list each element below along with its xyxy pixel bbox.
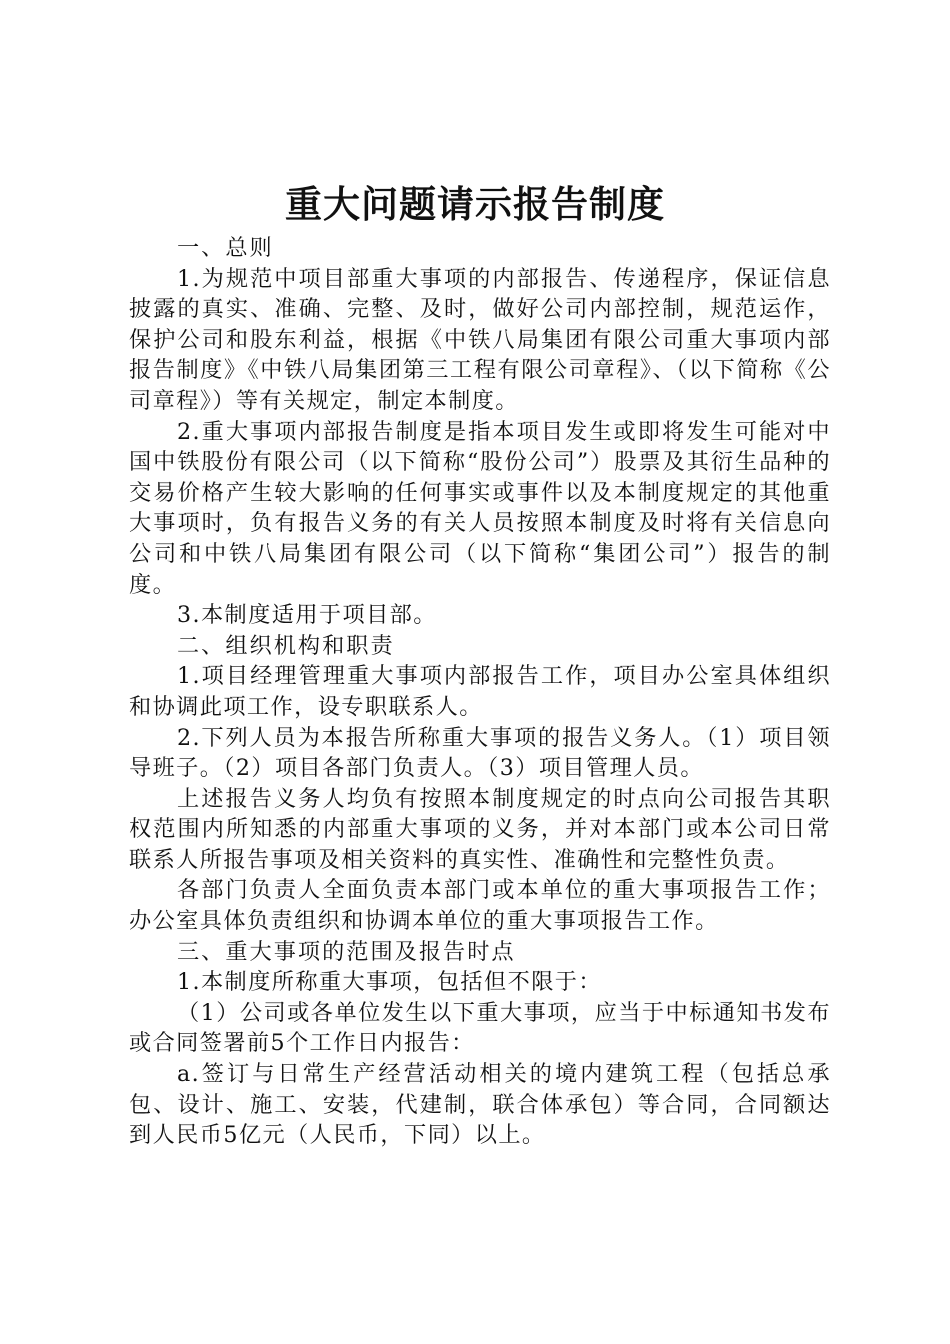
paragraph-scope-3: a.签订与日常生产经营活动相关的境内建筑工程（包括总承包、设计、施工、安装，代建制，联合体承包）等合同，合同额达到人民币5亿元（人民币，下同）以上。 — [129, 1061, 831, 1149]
paragraph-scope-2: （1）公司或各单位发生以下重大事项，应当于中标通知书发布或合同签署前5个工作日内报告： — [129, 999, 831, 1057]
paragraph-organization-4: 各部门负责人全面负责本部门或本单位的重大事项报告工作；办公室具体负责组织和协调本单位的重大事项报告工作。 — [129, 877, 831, 935]
document-title: 重大问题请示报告制度 — [285, 183, 665, 226]
paragraph-organization-1: 1.项目经理管理重大事项内部报告工作，项目办公室具体组织和协调此项工作，设专职联系人。 — [129, 663, 831, 720]
paragraph-general-3: 3.本制度适用于项目部。 — [177, 602, 437, 629]
paragraph-general-2: 2.重大事项内部报告制度是指本项目发生或即将发生可能对中国中铁股份有限公司（以下简称“股份公司”）股票及其衍生品种的交易价格产生较大影响的任何事实或事件以及本制度规定的其他重大事项时，负有报告义务的有关人员按照本制度及时将有关信息向公司和中铁八局集团有限公司（以下简称“集团公司”）报告的制度。 — [129, 418, 831, 598]
paragraph-organization-2: 2.下列人员为本报告所称重大事项的报告义务人。（1）项目领导班子。（2）项目各部门负责人。（3）项目管理人员。 — [129, 724, 831, 782]
section-heading-scope: 三、重大事项的范围及报告时点 — [177, 938, 516, 965]
paragraph-general-1: 1.为规范中项目部重大事项的内部报告、传递程序，保证信息披露的真实、准确、完整、及时，做好公司内部控制，规范运作，保护公司和股东利益，根据《中铁八局集团有限公司重大事项内部报告制度》《中铁八局集团第三工程有限公司章程》、（以下简称《公司章程》）等有关规定，制定本制度。 — [129, 265, 831, 414]
section-heading-general: 一、总则 — [177, 235, 274, 261]
document-body — [129, 233, 831, 1151]
paragraph-organization-3: 上述报告义务人均负有按照本制度规定的时点向公司报告其职权范围内所知悉的内部重大事项的义务，并对本部门或本公司日常联系人所报告事项及相关资料的真实性、准确性和完整性负责。 — [129, 785, 831, 873]
section-heading-organization: 二、组织机构和职责 — [177, 632, 395, 659]
paragraph-scope-1: 1.本制度所称重大事项，包括但不限于： — [177, 969, 602, 996]
